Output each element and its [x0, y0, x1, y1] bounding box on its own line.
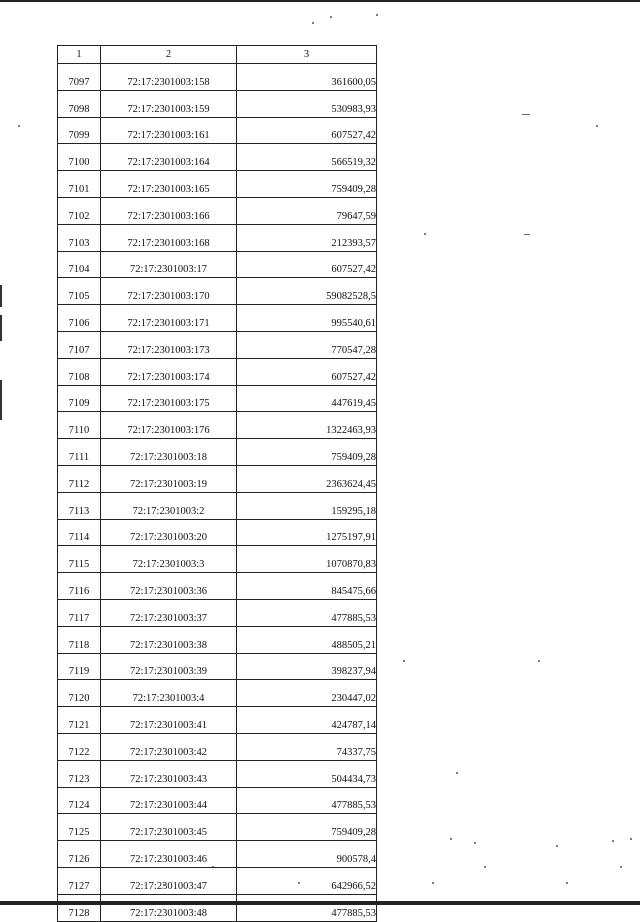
scan-speck — [630, 838, 632, 840]
row-number-cell: 7120 — [58, 680, 101, 707]
table-row — [58, 814, 377, 841]
row-number-cell: 7108 — [58, 358, 101, 385]
row-number-cell: 7127 — [58, 867, 101, 894]
row-number-cell: 7115 — [58, 546, 101, 573]
scan-speck — [522, 114, 530, 115]
cadastral-number-cell: 72:17:2301003:164 — [101, 144, 237, 171]
cadastral-number-cell: 72:17:2301003:173 — [101, 331, 237, 358]
cadastral-number-cell: 72:17:2301003:161 — [101, 117, 237, 144]
row-number-cell: 7110 — [58, 412, 101, 439]
cadastral-value-cell: 74337,75 — [237, 733, 377, 760]
table-row — [58, 867, 377, 894]
column-header-value: 3 — [237, 46, 377, 64]
table-row — [58, 546, 377, 573]
cadastral-value-cell: 212393,57 — [237, 224, 377, 251]
cadastral-value-cell: 900578,4 — [237, 841, 377, 868]
cadastral-value-cell: 59082528,5 — [237, 278, 377, 305]
scan-speck — [18, 125, 20, 127]
table-row — [58, 707, 377, 734]
row-number-cell: 7104 — [58, 251, 101, 278]
cadastral-number-cell: 72:17:2301003:17 — [101, 251, 237, 278]
cadastral-value-cell: 759409,28 — [237, 171, 377, 198]
row-number-cell: 7121 — [58, 707, 101, 734]
cadastral-number-cell: 72:17:2301003:20 — [101, 519, 237, 546]
cadastral-number-cell: 72:17:2301003:42 — [101, 733, 237, 760]
scan-margin-mark — [0, 380, 2, 420]
table-row — [58, 787, 377, 814]
cadastral-value-cell: 607527,42 — [237, 358, 377, 385]
cadastral-number-cell: 72:17:2301003:168 — [101, 224, 237, 251]
cadastral-number-cell: 72:17:2301003:176 — [101, 412, 237, 439]
cadastral-value-cell: 398237,94 — [237, 653, 377, 680]
scan-speck — [620, 866, 622, 868]
table-body — [58, 64, 377, 922]
scan-margin-mark — [0, 315, 2, 341]
cadastral-value-cell: 424787,14 — [237, 707, 377, 734]
scan-speck — [538, 660, 540, 662]
cadastral-number-cell: 72:17:2301003:165 — [101, 171, 237, 198]
cadastral-value-cell: 566519,32 — [237, 144, 377, 171]
table-row — [58, 894, 377, 921]
cadastral-number-cell: 72:17:2301003:38 — [101, 626, 237, 653]
cadastral-number-cell: 72:17:2301003:158 — [101, 64, 237, 91]
cadastral-value-cell: 361600,05 — [237, 64, 377, 91]
cadastral-value-cell: 477885,53 — [237, 599, 377, 626]
row-number-cell: 7116 — [58, 573, 101, 600]
cadastral-number-cell: 72:17:2301003:46 — [101, 841, 237, 868]
row-number-cell: 7119 — [58, 653, 101, 680]
scan-speck — [312, 22, 314, 24]
scan-speck — [484, 866, 486, 868]
cadastral-number-cell: 72:17:2301003:39 — [101, 653, 237, 680]
row-number-cell: 7102 — [58, 197, 101, 224]
cadastral-number-cell: 72:17:2301003:171 — [101, 305, 237, 332]
cadastral-number-cell: 72:17:2301003:44 — [101, 787, 237, 814]
table-header-row — [58, 46, 377, 64]
table-row — [58, 90, 377, 117]
table-row — [58, 760, 377, 787]
row-number-cell: 7125 — [58, 814, 101, 841]
cadastral-value-cell: 995540,61 — [237, 305, 377, 332]
cadastral-number-cell: 72:17:2301003:4 — [101, 680, 237, 707]
cadastral-value-cell: 530983,93 — [237, 90, 377, 117]
table-row — [58, 841, 377, 868]
cadastral-value-cell: 488505,21 — [237, 626, 377, 653]
cadastral-number-cell: 72:17:2301003:43 — [101, 760, 237, 787]
cadastral-number-cell: 72:17:2301003:170 — [101, 278, 237, 305]
row-number-cell: 7099 — [58, 117, 101, 144]
table-row — [58, 412, 377, 439]
table-row — [58, 305, 377, 332]
row-number-cell: 7126 — [58, 841, 101, 868]
row-number-cell: 7117 — [58, 599, 101, 626]
table-row — [58, 358, 377, 385]
table-row — [58, 626, 377, 653]
table-row — [58, 331, 377, 358]
cadastral-number-cell: 72:17:2301003:48 — [101, 894, 237, 921]
table-row — [58, 144, 377, 171]
cadastral-value-cell: 759409,28 — [237, 814, 377, 841]
table-row — [58, 251, 377, 278]
cadastral-value-table — [57, 45, 377, 922]
row-number-cell: 7111 — [58, 439, 101, 466]
cadastral-value-cell: 477885,53 — [237, 894, 377, 921]
row-number-cell: 7128 — [58, 894, 101, 921]
scan-speck — [432, 882, 434, 884]
row-number-cell: 7114 — [58, 519, 101, 546]
cadastral-value-cell: 1070870,83 — [237, 546, 377, 573]
row-number-cell: 7098 — [58, 90, 101, 117]
table-row — [58, 117, 377, 144]
table-row — [58, 733, 377, 760]
cadastral-number-cell: 72:17:2301003:3 — [101, 546, 237, 573]
cadastral-value-cell: 447619,45 — [237, 385, 377, 412]
row-number-cell: 7118 — [58, 626, 101, 653]
cadastral-number-cell: 72:17:2301003:36 — [101, 573, 237, 600]
table-row — [58, 439, 377, 466]
row-number-cell: 7106 — [58, 305, 101, 332]
row-number-cell: 7101 — [58, 171, 101, 198]
table-row — [58, 197, 377, 224]
scan-speck — [330, 16, 332, 18]
row-number-cell: 7122 — [58, 733, 101, 760]
row-number-cell: 7113 — [58, 492, 101, 519]
table-row — [58, 385, 377, 412]
table-row — [58, 171, 377, 198]
scan-margin-mark — [0, 285, 2, 307]
scan-speck — [376, 14, 378, 16]
scan-speck — [596, 125, 598, 127]
scan-speck — [474, 842, 476, 844]
cadastral-number-cell: 72:17:2301003:18 — [101, 439, 237, 466]
cadastral-value-cell: 79647,59 — [237, 197, 377, 224]
cadastral-value-cell: 642966,52 — [237, 867, 377, 894]
cadastral-value-cell: 1275197,91 — [237, 519, 377, 546]
scan-speck — [556, 845, 558, 847]
cadastral-value-cell: 230447,02 — [237, 680, 377, 707]
row-number-cell: 7100 — [58, 144, 101, 171]
scan-speck — [566, 882, 568, 884]
scan-top-edge — [0, 0, 640, 2]
cadastral-value-cell: 607527,42 — [237, 117, 377, 144]
cadastral-number-cell: 72:17:2301003:45 — [101, 814, 237, 841]
cadastral-value-cell: 159295,18 — [237, 492, 377, 519]
table-row — [58, 465, 377, 492]
scan-speck — [456, 772, 458, 774]
row-number-cell: 7103 — [58, 224, 101, 251]
cadastral-number-cell: 72:17:2301003:19 — [101, 465, 237, 492]
cadastral-value-cell: 607527,42 — [237, 251, 377, 278]
cadastral-value-cell: 504434,73 — [237, 760, 377, 787]
cadastral-number-cell: 72:17:2301003:41 — [101, 707, 237, 734]
cadastral-value-cell: 759409,28 — [237, 439, 377, 466]
cadastral-number-cell: 72:17:2301003:175 — [101, 385, 237, 412]
row-number-cell: 7107 — [58, 331, 101, 358]
table-row — [58, 224, 377, 251]
column-header-cadastral: 2 — [101, 46, 237, 64]
cadastral-number-cell: 72:17:2301003:166 — [101, 197, 237, 224]
cadastral-value-cell: 1322463,93 — [237, 412, 377, 439]
scan-speck — [424, 233, 426, 235]
table-row — [58, 64, 377, 91]
row-number-cell: 7112 — [58, 465, 101, 492]
scan-speck — [524, 234, 530, 235]
scan-speck — [403, 660, 405, 662]
row-number-cell: 7105 — [58, 278, 101, 305]
table-row — [58, 653, 377, 680]
cadastral-number-cell: 72:17:2301003:174 — [101, 358, 237, 385]
cadastral-value-cell: 477885,53 — [237, 787, 377, 814]
table-row — [58, 680, 377, 707]
scan-speck — [612, 840, 614, 842]
table-row — [58, 519, 377, 546]
cadastral-number-cell: 72:17:2301003:2 — [101, 492, 237, 519]
cadastral-value-cell: 770547,28 — [237, 331, 377, 358]
row-number-cell: 7124 — [58, 787, 101, 814]
row-number-cell: 7109 — [58, 385, 101, 412]
cadastral-number-cell: 72:17:2301003:159 — [101, 90, 237, 117]
cadastral-number-cell: 72:17:2301003:37 — [101, 599, 237, 626]
column-header-number: 1 — [58, 46, 101, 64]
table-row — [58, 278, 377, 305]
scan-speck — [450, 838, 452, 840]
table-row — [58, 573, 377, 600]
table-row — [58, 492, 377, 519]
cadastral-value-cell: 2363624,45 — [237, 465, 377, 492]
row-number-cell: 7097 — [58, 64, 101, 91]
cadastral-number-cell: 72:17:2301003:47 — [101, 867, 237, 894]
cadastral-value-cell: 845475,66 — [237, 573, 377, 600]
table-row — [58, 599, 377, 626]
row-number-cell: 7123 — [58, 760, 101, 787]
